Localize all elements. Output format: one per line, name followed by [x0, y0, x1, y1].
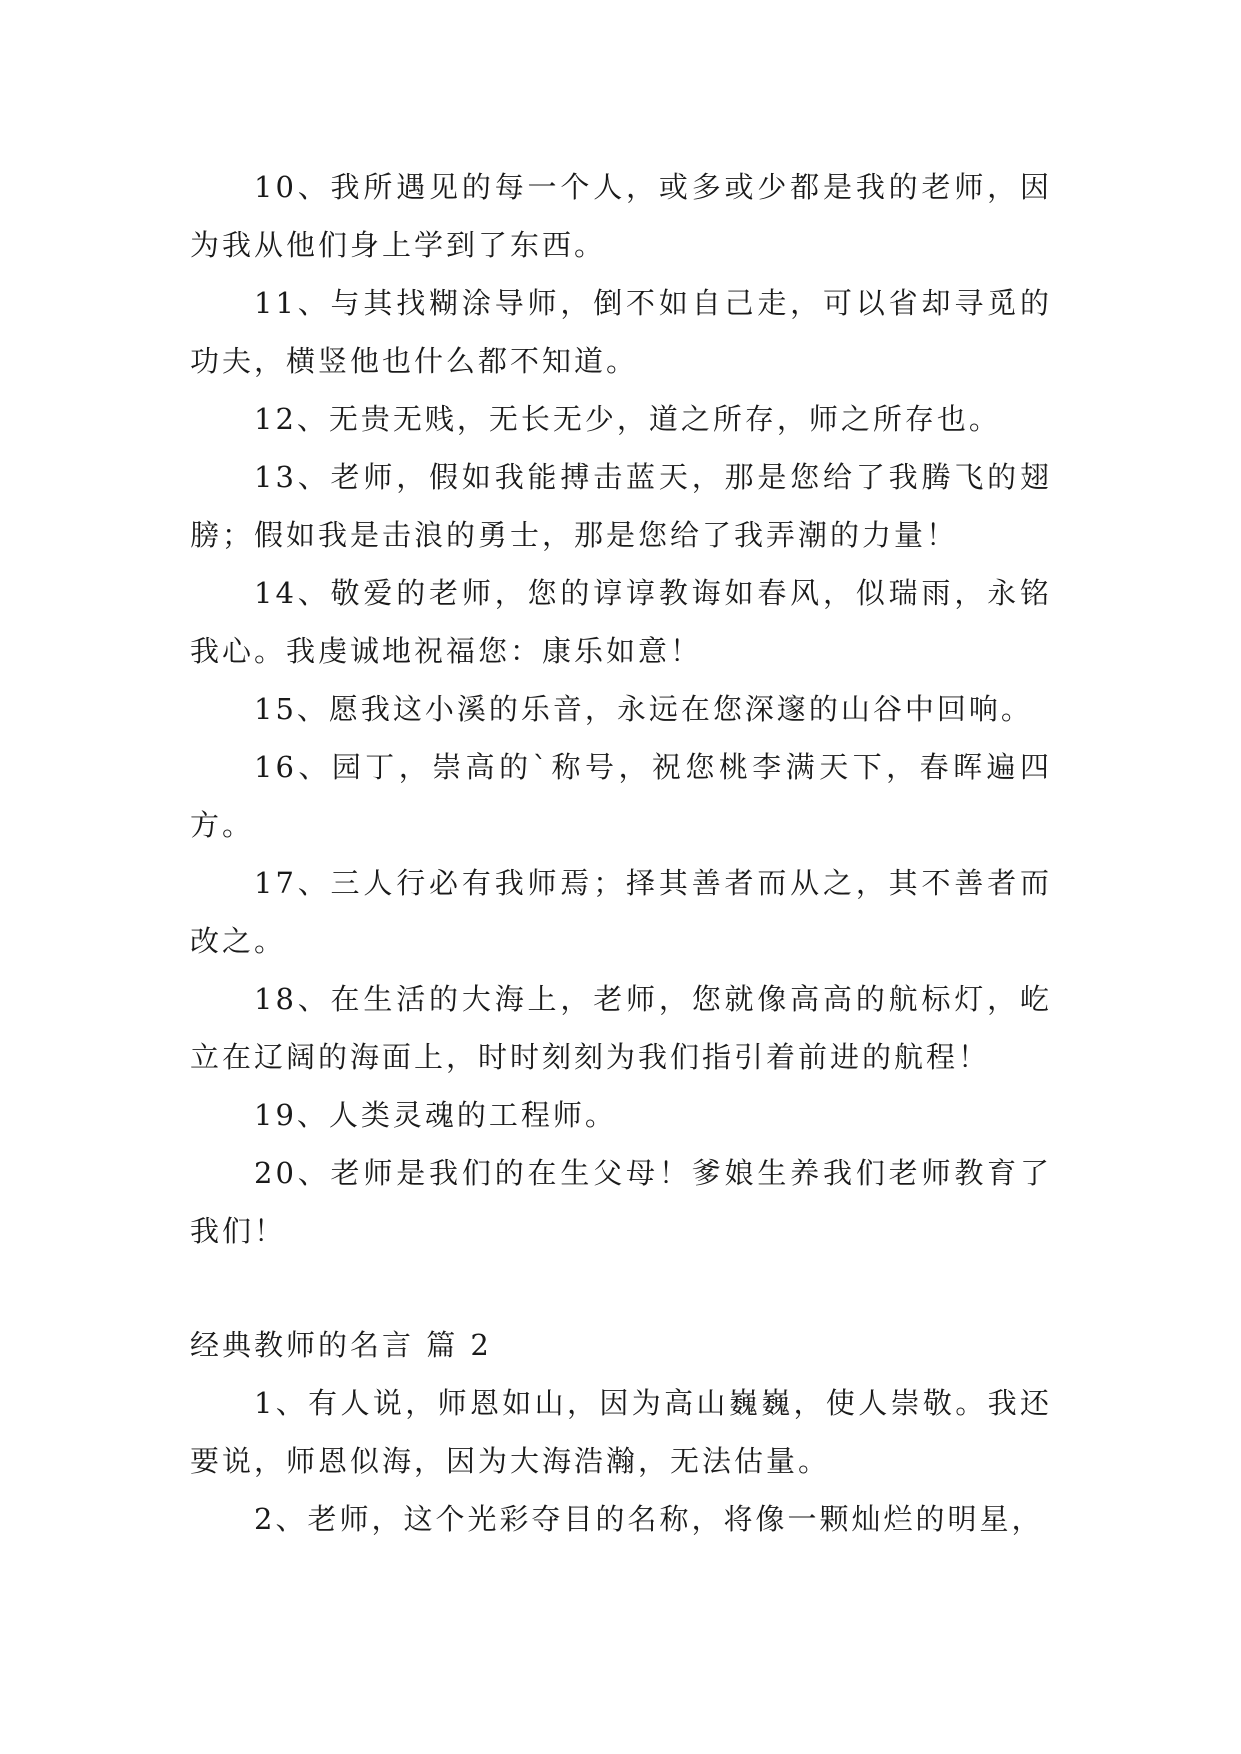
quote-16: 16、园丁，崇高的`称号，祝您桃李满天下，春晖遍四方。 — [190, 750, 1052, 842]
quote-20: 20、老师是我们的在生父母！爹娘生养我们老师教育了我们！ — [190, 1156, 1052, 1248]
quote-12: 12、无贵无贱，无长无少，道之所存，师之所存也。 — [254, 402, 1001, 436]
quote-14: 14、敬爱的老师，您的谆谆教诲如春风，似瑞雨，永铭我心。我虔诚地祝福您：康乐如意！ — [190, 576, 1052, 668]
document-body — [190, 158, 1052, 1548]
quote-17: 17、三人行必有我师焉；择其善者而从之，其不善者而改之。 — [190, 866, 1052, 958]
section-heading: 经典教师的名言 篇 2 — [190, 1328, 492, 1362]
quote-11: 11、与其找糊涂导师，倒不如自己走，可以省却寻觅的功夫，横竖他也什么都不知道。 — [190, 286, 1052, 378]
quote-10: 10、我所遇见的每一个人，或多或少都是我的老师，因为我从他们身上学到了东西。 — [190, 170, 1052, 262]
quote-19: 19、人类灵魂的工程师。 — [254, 1098, 617, 1132]
quote-section2-2: 2、老师，这个光彩夺目的名称，将像一颗灿烂的明星， — [254, 1502, 1044, 1536]
quote-13: 13、老师，假如我能搏击蓝天，那是您给了我腾飞的翅膀；假如我是击浪的勇士，那是您给了我弄潮的力量！ — [190, 460, 1052, 552]
quote-18: 18、在生活的大海上，老师，您就像高高的航标灯，屹立在辽阔的海面上，时时刻刻为我们指引着前进的航程！ — [190, 982, 1052, 1074]
quote-15: 15、愿我这小溪的乐音，永远在您深邃的山谷中回响。 — [254, 692, 1033, 726]
quote-section2-1: 1、有人说，师恩如山，因为高山巍巍，使人崇敬。我还要说，师恩似海，因为大海浩瀚，无法估量。 — [190, 1386, 1052, 1478]
